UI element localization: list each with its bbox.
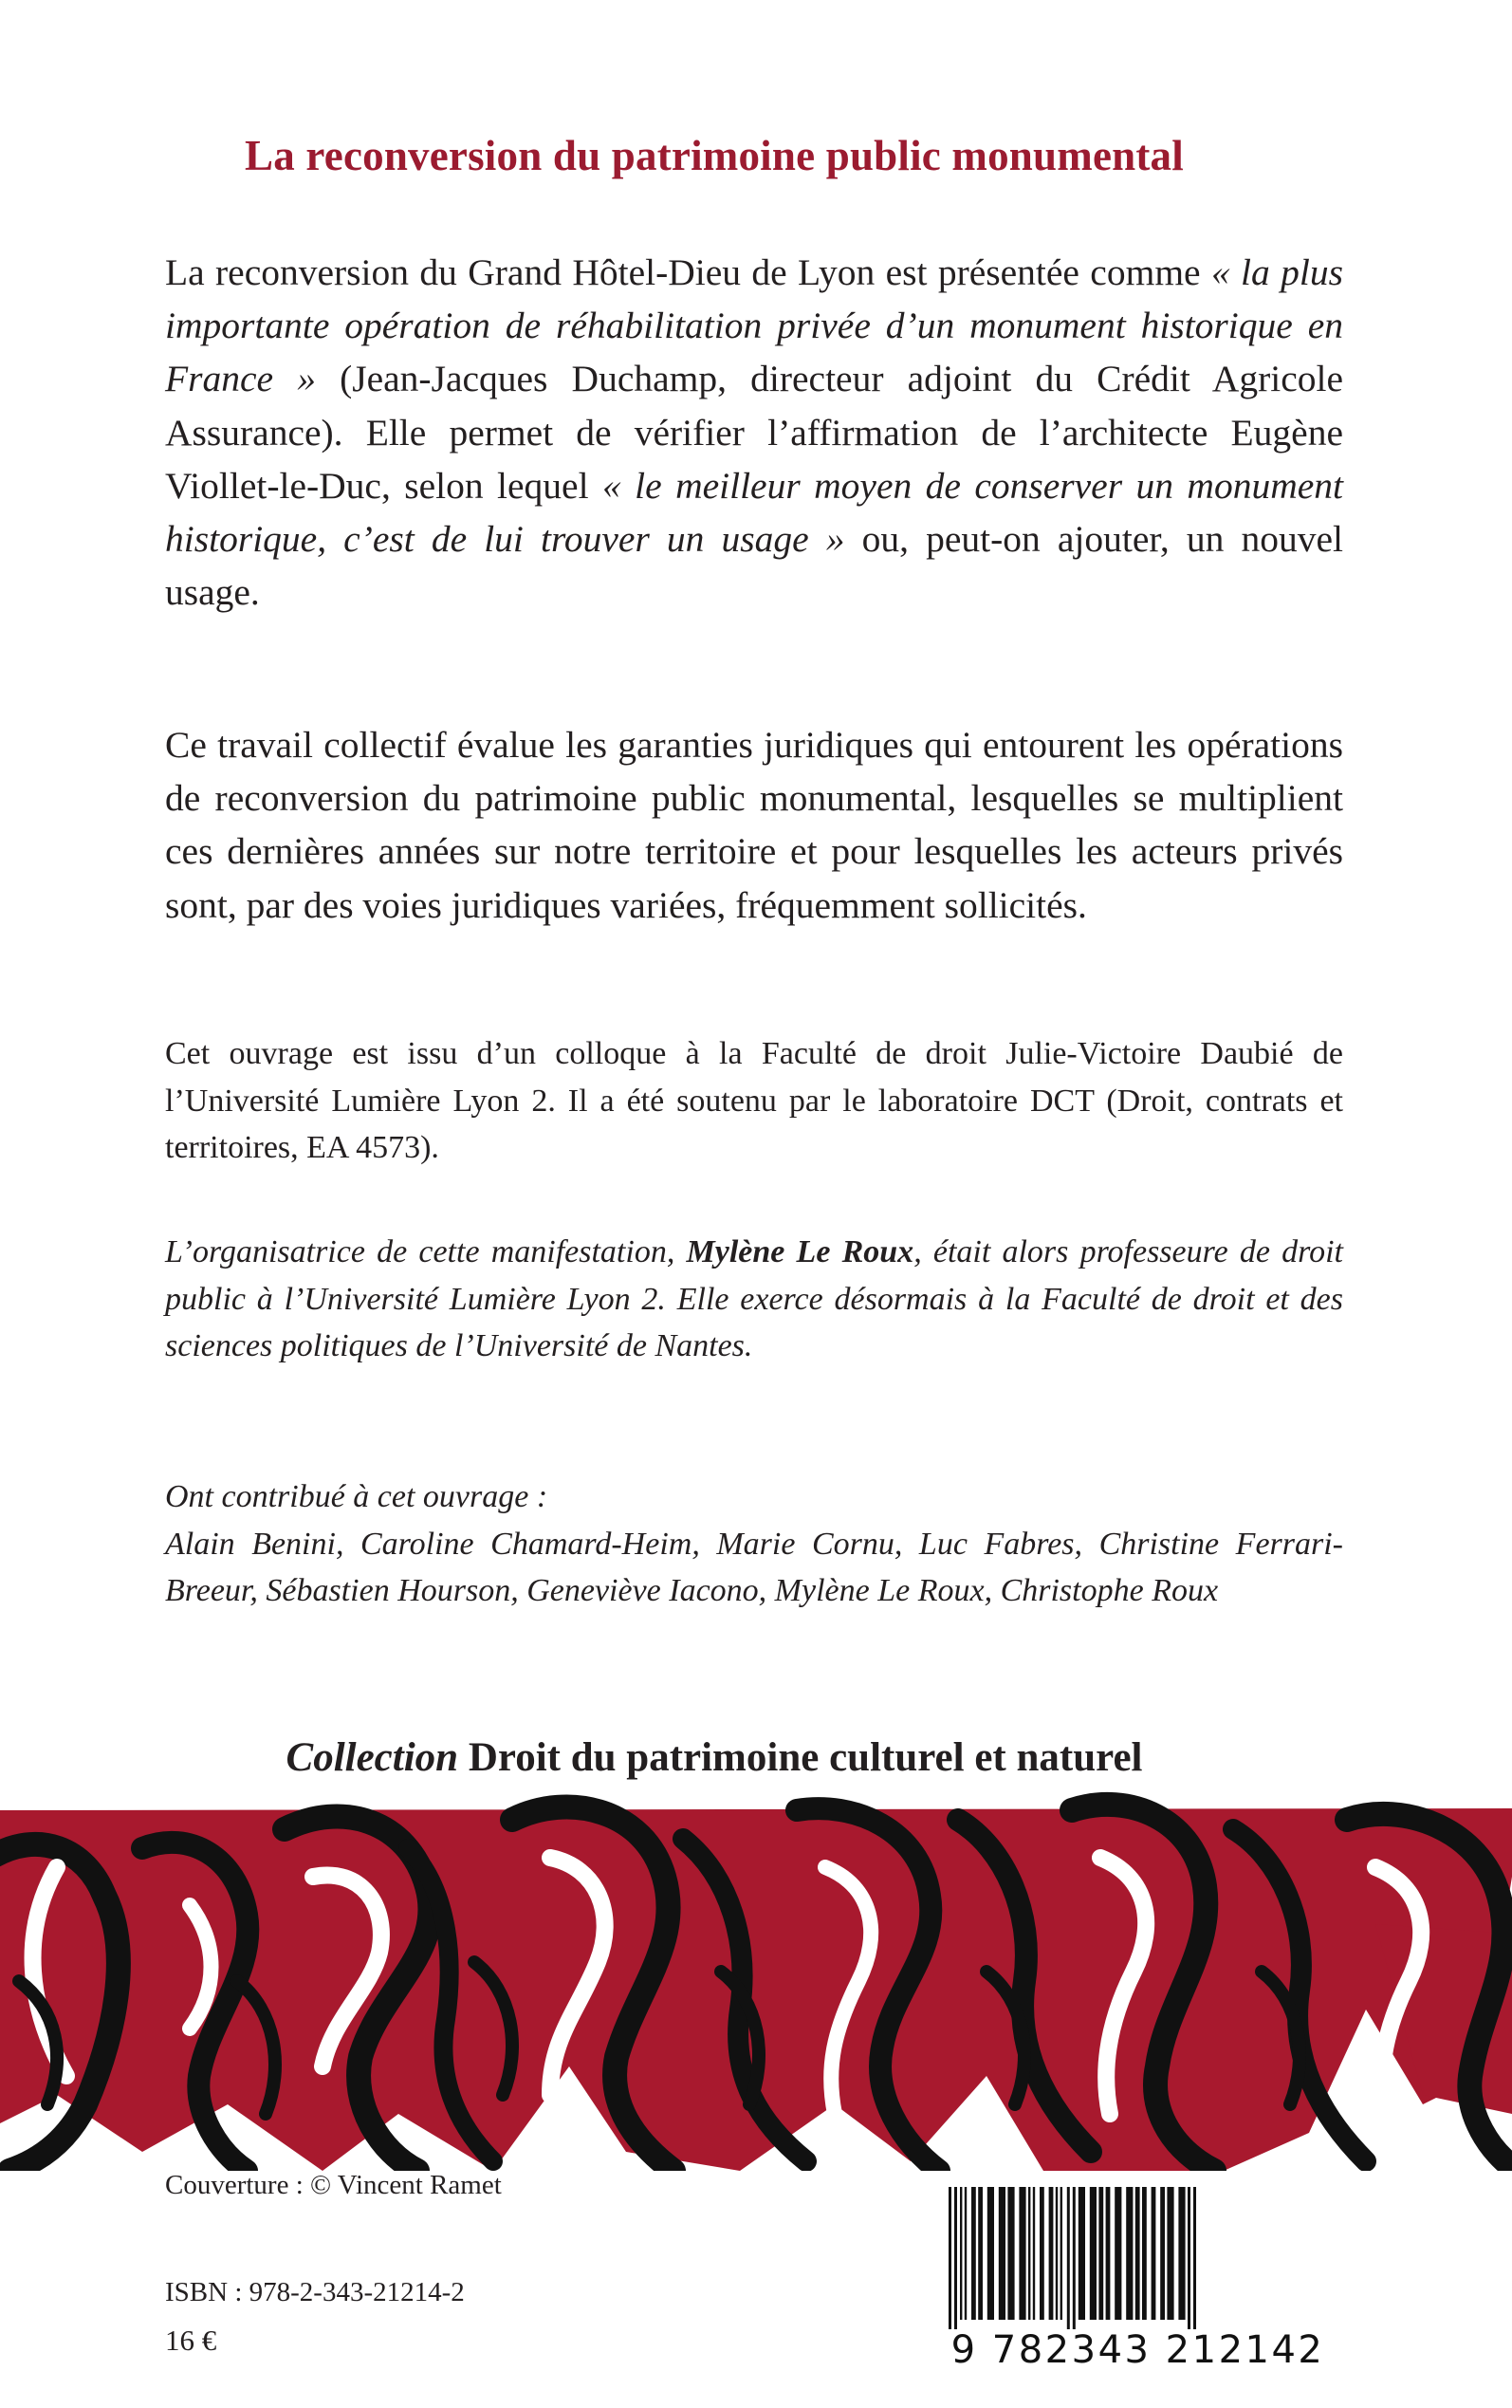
barcode-bar [1160,2187,1165,2320]
barcode-bar [954,2187,957,2329]
barcode-bar [978,2187,983,2320]
barcode-bar [1028,2187,1030,2320]
barcode-bar [1090,2187,1097,2320]
barcode-bar [1167,2187,1173,2320]
barcode-bar [1056,2187,1058,2320]
cover-credit: Couverture : © Vincent Ramet [165,2170,502,2200]
contributors-heading: Ont contribué à cet ouvrage : [165,1479,548,1514]
barcode-digits: 9 782343 212142 [950,2328,1325,2372]
purpose-paragraph: Ce travail collectif évalue les garanties juridiques qui entourent les opérations de reconversion du patrimoine public monumental, lesquelles se multiplient ces dernières années sur notre territoire et pour lesquelles les acteurs privés sont, par des voies juridiques variées, fréquemment sollicités. [165,724,1343,926]
barcode-bar [1079,2187,1085,2320]
barcode-bar [949,2187,951,2329]
barcode-bar [1067,2187,1070,2329]
summary-text-a: La reconversion du Grand Hôtel-Dieu de Lyon est présentée comme [165,251,1211,293]
cover-illustration [0,1791,1512,2171]
barcode-bar [1049,2187,1054,2320]
barcode-bar [1098,2187,1103,2320]
barcode-bar [1040,2187,1044,2320]
barcode-bar [1188,2187,1190,2329]
barcode-bar [1126,2187,1133,2320]
barcode-bar [1142,2187,1147,2320]
price: 16 € [165,2324,217,2357]
summary-paragraph [165,246,1343,619]
barcode-bar [1152,2187,1156,2320]
barcode-bar [1060,2187,1062,2320]
summary-text-c: (Jean-Jacques Duchamp, directeur adjoint du Crédit Agricole Assurance). Elle permet de vérifier l’affirmation de l’architecte Eugène Viollet-le-Duc, selon lequel [165,358,1343,507]
barcode-bar [1019,2187,1025,2320]
barcode-bar [1193,2187,1196,2329]
organizer-name: Mylène Le Roux [686,1234,914,1269]
contributors-block [165,1473,1343,1615]
barcode-bar [987,2187,994,2320]
barcode-bar [971,2187,976,2320]
barcode-bar [1073,2187,1076,2329]
barcode-bar [965,2187,967,2320]
barcode-bar [1135,2187,1140,2320]
barcode-bars [931,2187,1344,2329]
barcode-bar [1115,2187,1121,2320]
contributors-names: Alain Benini, Caroline Chamard-Heim, Marie Cornu, Luc Fabres, Christine Ferrari-Breeur, Sébastien Hourson, Geneviève Iacono, Mylène Le Roux, Christophe Roux [165,1526,1343,1608]
barcode-bar [1106,2187,1111,2320]
origin-paragraph: Cet ouvrage est issu d’un colloque à la Faculté de droit Julie-Victoire Daubié de l’Université Lumière Lyon 2. Il a été soutenu par le laboratoire DCT (Droit, contrats et territoires, EA 4573). [165,1036,1343,1165]
quote-duchamp: « la plus importante opération de réhabilitation privée d’un monument historique en France » [165,251,1343,400]
collection-line [95,1734,1334,1781]
figures-artwork [0,1791,1512,2171]
back-cover-title: La reconversion du patrimoine public monumental [245,132,1184,179]
barcode-bar [1178,2187,1185,2320]
barcode-bar [1033,2187,1035,2320]
collection-name: Droit du patrimoine culturel et naturel [468,1735,1143,1780]
isbn: ISBN : 978-2-343-21214-2 [165,2277,465,2307]
quote-viollet-le-duc: « le meilleur moyen de conserver un monument historique, c’est de lui trouver un usage » [165,464,1343,561]
barcode-bar [999,2187,1005,2320]
organizer-paragraph [165,1229,1343,1370]
organizer-text-a: L’organisatrice de cette manifestation, [165,1234,687,1269]
barcode-bar [960,2187,962,2320]
barcode-bar [1007,2187,1014,2320]
summary-text-e: ou, peut-on ajouter, un nouvel usage. [165,518,1343,614]
collection-label: Collection [286,1735,459,1780]
organizer-text-b: , était alors professeure de droit public à l’Université Lumière Lyon 2. Elle exerce désormais à la Faculté de droit et des sciences politiques de l’Université de Nantes. [165,1234,1343,1363]
barcode [931,2187,1344,2405]
